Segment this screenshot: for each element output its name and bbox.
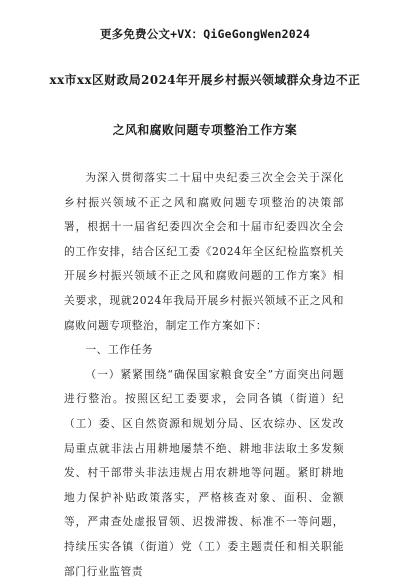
- document-title-line-2: 之风和腐败问题专项整治工作方案: [112, 123, 298, 137]
- document-body: [64, 166, 344, 584]
- section-heading: 一、工作任务: [85, 343, 154, 357]
- intro-paragraph: 为深入贯彻落实二十届中央纪委三次全会关于深化乡村振兴领域不正之风和腐败问题专项整治的决策部署，根据十一届省纪委四次全会和十届市纪委四次全会的工作安排，结合区纪工委《2024年全区纪检监察机关开展乡村振兴领域不正之风和腐败问题的工作方案》相关要求，现就2024年我局开展乡村振兴领域不正之风和腐败问题专项整治，制定工作方案如下：: [64, 171, 344, 332]
- promo-header: 更多免费公文+VX：QiGeGongWen2024: [99, 27, 311, 41]
- document-title-line-1: xx市xx区财政局2024年开展乡村振兴领域群众身边不正: [49, 73, 361, 87]
- task-paragraph: （一）紧紧围绕“确保国家粮食安全”方面突出问题进行整治。按照区纪工委要求，会同各镇（街道）纪（工）委、区自然资源和规划分局、区农综办、区发改局重点就非法占用耕地屡禁不绝、耕地非法取土多发频发、村干部带头非法违规占用农耕地等问题。紧盯耕地地力保护补贴政策落实，严格核查对象、面积、金额等，严肃查处虚报冒领、迟拨滞拨、标准不一等问题，持续压实各镇（街道）党（工）委主题责任和相关职能部门行业监管责: [64, 367, 344, 578]
